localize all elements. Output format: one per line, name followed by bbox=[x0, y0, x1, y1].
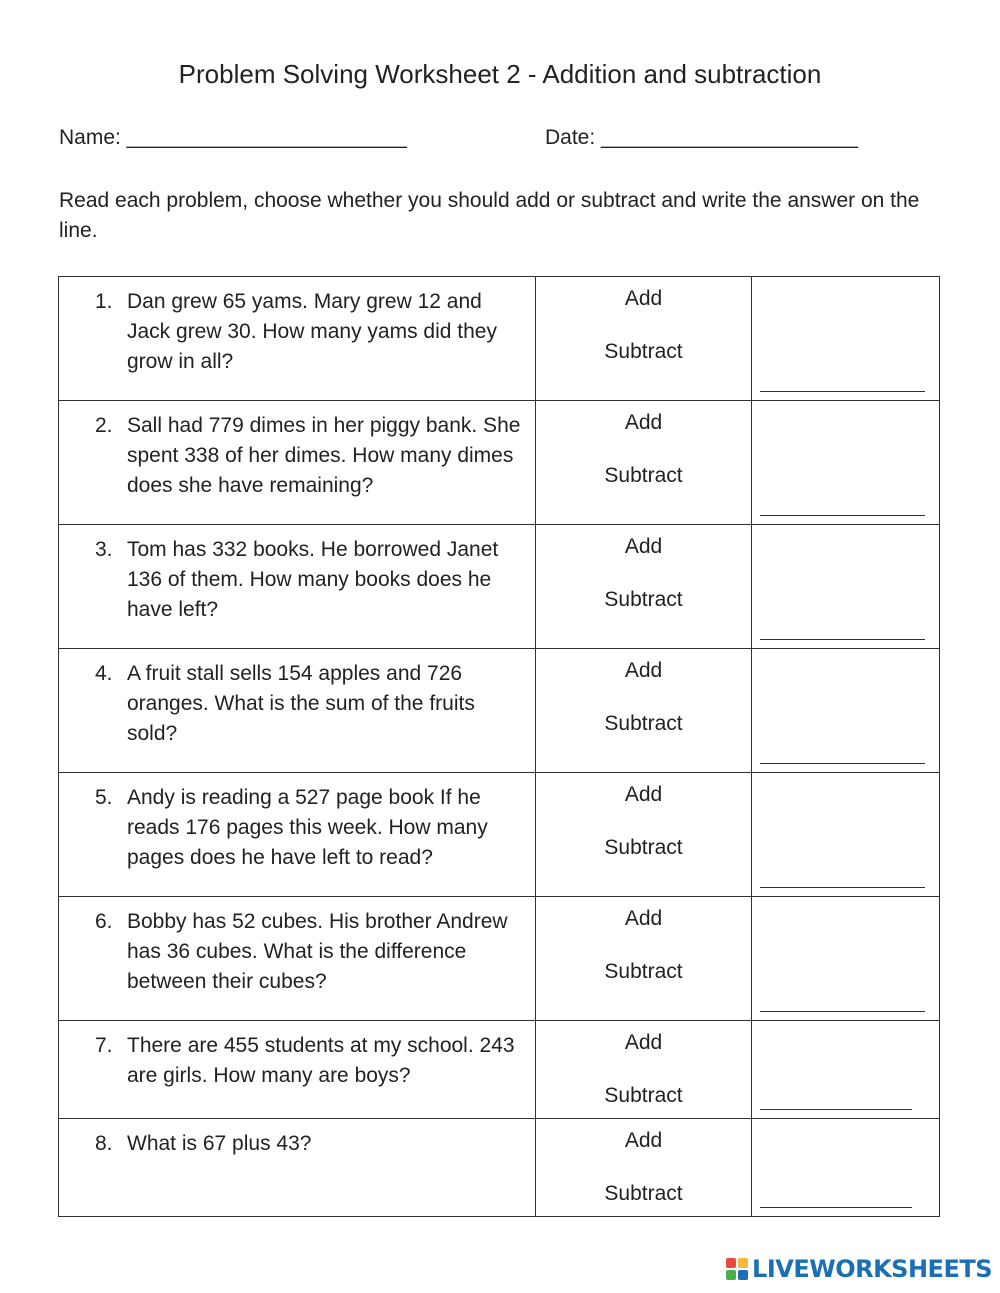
table-row bbox=[59, 1021, 940, 1119]
add-option[interactable]: Add bbox=[624, 1129, 663, 1152]
table-row bbox=[59, 773, 940, 897]
problem-cell bbox=[59, 897, 536, 1021]
problem-number: 4. bbox=[95, 662, 113, 685]
answer-line[interactable] bbox=[760, 887, 925, 888]
table-row bbox=[59, 897, 940, 1021]
problem-cell bbox=[59, 649, 536, 773]
liveworksheets-logo bbox=[726, 1255, 992, 1283]
answer-cell bbox=[752, 1119, 940, 1217]
answer-cell bbox=[752, 401, 940, 525]
problem-text: Andy is reading a 527 page book If he reads 176 pages this week. How many pages does he have left to read? bbox=[127, 786, 488, 869]
subtract-option[interactable]: Subtract bbox=[604, 1084, 683, 1107]
problem-cell bbox=[59, 773, 536, 897]
answer-line[interactable] bbox=[760, 1207, 912, 1208]
page-title: Problem Solving Worksheet 2 - Addition and subtraction bbox=[178, 59, 822, 89]
problem-text: Tom has 332 books. He borrowed Janet 136 of them. How many books does he have left? bbox=[127, 538, 499, 621]
problem-cell bbox=[59, 401, 536, 525]
logo-tile bbox=[726, 1258, 736, 1268]
problem-number: 2. bbox=[95, 414, 113, 437]
subtract-option[interactable]: Subtract bbox=[604, 1182, 683, 1205]
instructions: Read each problem, choose whether you should add or subtract and write the answer on the line. bbox=[59, 189, 920, 242]
add-option[interactable]: Add bbox=[624, 411, 663, 434]
answer-line[interactable] bbox=[760, 639, 925, 640]
add-option[interactable]: Add bbox=[624, 659, 663, 682]
name-field: Name: ________________________ bbox=[59, 126, 407, 149]
logo-text: LIVEWORKSHEETS bbox=[752, 1255, 992, 1283]
table-row bbox=[59, 277, 940, 401]
date-field: Date: ______________________ bbox=[545, 126, 858, 149]
problem-number: 5. bbox=[95, 786, 113, 809]
problem-number: 1. bbox=[95, 290, 113, 313]
problem-text: A fruit stall sells 154 apples and 726 oranges. What is the sum of the fruits sold? bbox=[127, 662, 475, 745]
logo-tile bbox=[726, 1270, 736, 1280]
logo-tile bbox=[738, 1270, 748, 1280]
operation-cell bbox=[536, 277, 752, 401]
problem-text: Bobby has 52 cubes. His brother Andrew has 36 cubes. What is the difference between their cubes? bbox=[127, 910, 508, 993]
subtract-option[interactable]: Subtract bbox=[604, 712, 683, 735]
subtract-option[interactable]: Subtract bbox=[604, 960, 683, 983]
problem-cell bbox=[59, 1119, 536, 1217]
answer-line[interactable] bbox=[760, 763, 925, 764]
problem-text: What is 67 plus 43? bbox=[127, 1132, 312, 1155]
subtract-option[interactable]: Subtract bbox=[604, 340, 683, 363]
answer-line[interactable] bbox=[760, 1011, 925, 1012]
add-option[interactable]: Add bbox=[624, 535, 663, 558]
logo-tiles-icon bbox=[726, 1258, 748, 1280]
answer-cell bbox=[752, 773, 940, 897]
subtract-option[interactable]: Subtract bbox=[604, 464, 683, 487]
answer-cell bbox=[752, 525, 940, 649]
problem-number: 3. bbox=[95, 538, 113, 561]
operation-cell bbox=[536, 1021, 752, 1119]
problem-text: Sall had 779 dimes in her piggy bank. She spent 338 of her dimes. How many dimes does she have remaining? bbox=[127, 414, 521, 497]
add-option[interactable]: Add bbox=[624, 1031, 663, 1054]
answer-cell bbox=[752, 277, 940, 401]
operation-cell bbox=[536, 1119, 752, 1217]
subtract-option[interactable]: Subtract bbox=[604, 836, 683, 859]
answer-line[interactable] bbox=[760, 391, 925, 392]
add-option[interactable]: Add bbox=[624, 907, 663, 930]
answer-line[interactable] bbox=[760, 1109, 912, 1110]
answer-cell bbox=[752, 1021, 940, 1119]
problem-cell bbox=[59, 525, 536, 649]
table-row bbox=[59, 649, 940, 773]
add-option[interactable]: Add bbox=[624, 783, 663, 806]
problem-number: 8. bbox=[95, 1132, 113, 1155]
operation-cell bbox=[536, 401, 752, 525]
problem-text: There are 455 students at my school. 243 are girls. How many are boys? bbox=[127, 1034, 515, 1087]
operation-cell bbox=[536, 525, 752, 649]
add-option[interactable]: Add bbox=[624, 287, 663, 310]
table-row bbox=[59, 401, 940, 525]
table-row bbox=[59, 1119, 940, 1217]
answer-cell bbox=[752, 897, 940, 1021]
problem-cell bbox=[59, 1021, 536, 1119]
operation-cell bbox=[536, 897, 752, 1021]
problem-text: Dan grew 65 yams. Mary grew 12 and Jack grew 30. How many yams did they grow in all? bbox=[127, 290, 497, 373]
operation-cell bbox=[536, 649, 752, 773]
problem-cell bbox=[59, 277, 536, 401]
problem-number: 6. bbox=[95, 910, 113, 933]
problem-number: 7. bbox=[95, 1034, 113, 1057]
answer-cell bbox=[752, 649, 940, 773]
logo-tile bbox=[738, 1258, 748, 1268]
operation-cell bbox=[536, 773, 752, 897]
subtract-option[interactable]: Subtract bbox=[604, 588, 683, 611]
problems-table bbox=[58, 276, 940, 1217]
table-row bbox=[59, 525, 940, 649]
answer-line[interactable] bbox=[760, 515, 925, 516]
